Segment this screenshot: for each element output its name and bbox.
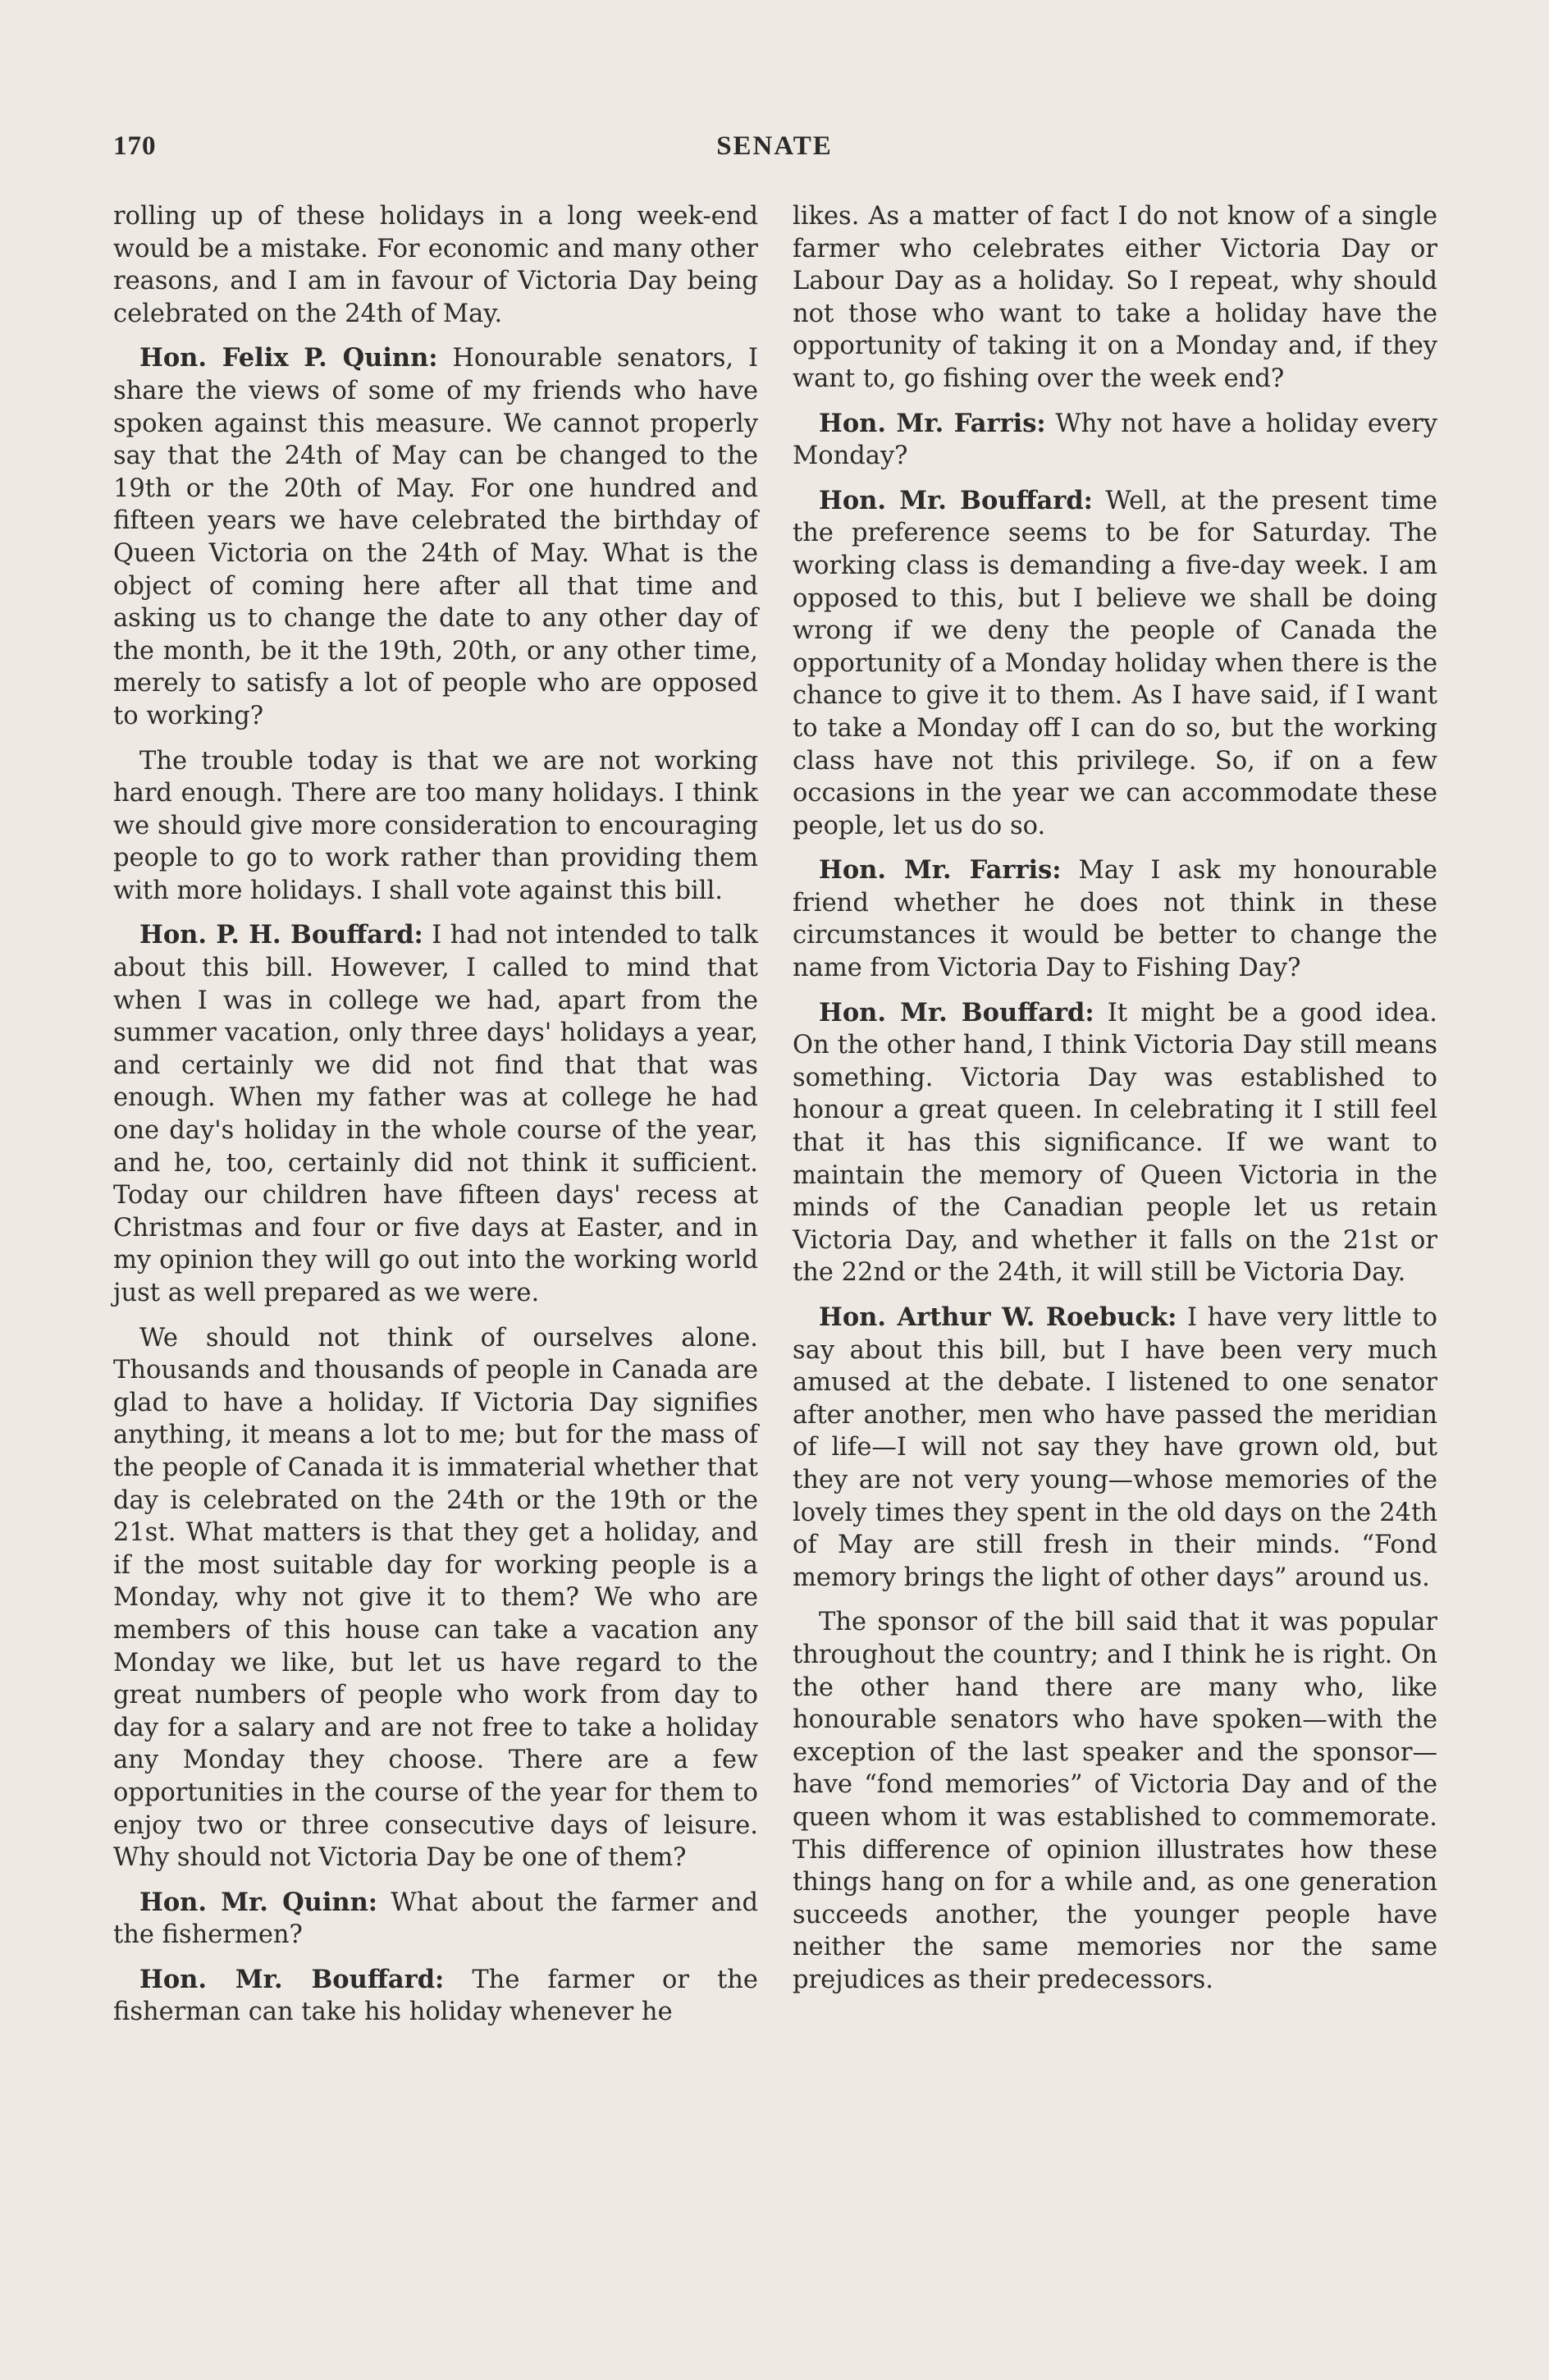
speech-paragraph	[793, 1302, 1437, 1594]
speaker-name: Hon. Mr. Farris:	[819, 855, 1062, 886]
paragraph: We should not think of ourselves alone. Thousands and thousands of people in Canada are glad to have a holiday. If Victoria Day signifies anything, it means a lot to me; but for the mass of the people of Canada it is immaterial whether that day is celebrated on the 24th or the 19th or the 21st. What matters is that they get a holiday, and if the most suitable day for working people is a Monday, why not give it to them? We who are members of this house can take a vacation any Monday we like, but let us have regard to the great numbers of people who work from day to day for a salary and are not free to take a holiday any Monday they choose. There are a few opportunities in the course of the year for them to enjoy two or three consecutive days of leisure. Why should not Victoria Day be one of them?	[113, 1323, 758, 1873]
speaker-name: Hon. Mr. Bouffard:	[819, 997, 1094, 1028]
speaker-name: Hon. P. H. Bouffard:	[139, 920, 423, 950]
speech-text: I have very little to say about this bill, but I have been very much amused at the debate. I listened to one senator after another, men who have passed the meridian of life—I will not say they have grown old, but they are not very young—whose memories of the lovely times they spent in the old days on the 24th of May are still fresh in their minds. “Fond memory brings the light of other days” around us.	[793, 1303, 1437, 1592]
speech-text: What about the farmer and the fishermen?	[113, 1888, 758, 1950]
speaker-name: Hon. Mr. Farris:	[819, 408, 1046, 438]
right-column	[793, 200, 1437, 2008]
speech-text: Well, at the present time the preference seems to be for Saturday. The working class is demanding a five-day week. I am opposed to this, but I believe we shall be doing wrong if we deny the people of Canada the opportunity of a Monday holiday when there is the chance to give it to them. As I have said, if I want to take a Monday off I can do so, but the working class have not this privilege. So, if on a few occasions in the year we can accommodate these people, let us do so.	[793, 486, 1438, 840]
speaker-name: Hon. Arthur W. Roebuck:	[819, 1302, 1177, 1332]
page-header	[113, 131, 1436, 172]
speaker-name: Hon. Felix P. Quinn:	[139, 343, 438, 373]
speech-paragraph	[113, 342, 758, 732]
speech-text: I had not intended to talk about this bill. However, I called to mind that when I was in college we had, apart from the summer vacation, only three days' holidays a year, and certainly we did not find that that was enough. When my father was at college he had one day's holiday in the whole course of the year, and he, too, certainly did not think it sufficient. Today our children have fifteen days' recess at Christmas and four or five days at Easter, and in my opinion they will go out into the working world just as well prepared as we were.	[113, 921, 758, 1307]
paragraph: The trouble today is that we are not working hard enough. There are too many holidays. I think we should give more consideration to encouraging people to go to work rather than providing them with more holidays. I shall vote against this bill.	[113, 746, 758, 905]
speech-text: It might be a good idea. On the other hand, I think Victoria Day still means something. Victoria Day was established to honour a great queen. In celebrating it I still feel that it has this significance. If we want to maintain the memory of Queen Victoria in the minds of the Canadian people let us retain Victoria Day, and whether it falls on the 21st or the 22nd or the 24th, it will still be Victoria Day.	[793, 998, 1437, 1288]
paragraph: rolling up of these holidays in a long week-end would be a mistake. For economic and many other reasons, and I am in favour of Victoria Day being celebrated on the 24th of May.	[113, 202, 758, 328]
speech-paragraph	[793, 997, 1437, 1289]
speech-paragraph	[793, 485, 1437, 843]
paragraph: The sponsor of the bill said that it was popular throughout the country; and I think he is right. On the other hand there are many who, like honourable senators who have spoken—with the exception of the last speaker and the sponsor—have “fond memories” of Victoria Day and of the queen whom it was established to commemorate. This difference of opinion illustrates how these things hang on for a while and, as one generation succeeds another, the younger people have neither the same memories nor the same prejudices as their predecessors.	[793, 1608, 1437, 1994]
speaker-name: Hon. Mr. Quinn:	[139, 1887, 378, 1917]
speech-paragraph	[113, 1964, 758, 2029]
running-head: SENATE	[716, 131, 833, 161]
paragraph: likes. As a matter of fact I do not know of a single farmer who celebrates either Victoria Day or Labour Day as a holiday. So I repeat, why should not those who want to take a holiday have the opportunity of taking it on a Monday and, if they want to, go fishing over the week end?	[793, 202, 1437, 393]
speech-paragraph	[793, 408, 1437, 473]
speaker-name: Hon. Mr. Bouffard:	[819, 485, 1093, 515]
left-column	[113, 200, 758, 2041]
page-number: 170	[113, 131, 157, 161]
speech-paragraph	[113, 919, 758, 1309]
speech-text: The farmer or the fisherman can take his holiday whenever he	[113, 1965, 758, 2027]
speech-text: May I ask my honourable friend whether he does not think in these circumstances it would be better to change the name from Victoria Day to Fishing Day?	[793, 856, 1437, 983]
speech-paragraph	[113, 1887, 758, 1952]
speech-text: Honourable senators, I share the views of some of my friends who have spoken against this measure. We cannot properly say that the 24th of May can be changed to the 19th or the 20th of May. For one hundred and fifteen years we have celebrated the birthday of Queen Victoria on the 24th of May. What is the object of coming here after all that time and asking us to change the date to any other day of the month, be it the 19th, 20th, or any other time, merely to satisfy a lot of people who are opposed to working?	[113, 344, 758, 730]
speech-paragraph	[793, 854, 1437, 984]
speaker-name: Hon. Mr. Bouffard:	[139, 1964, 445, 1994]
speech-text: Why not have a holiday every Monday?	[793, 409, 1437, 471]
